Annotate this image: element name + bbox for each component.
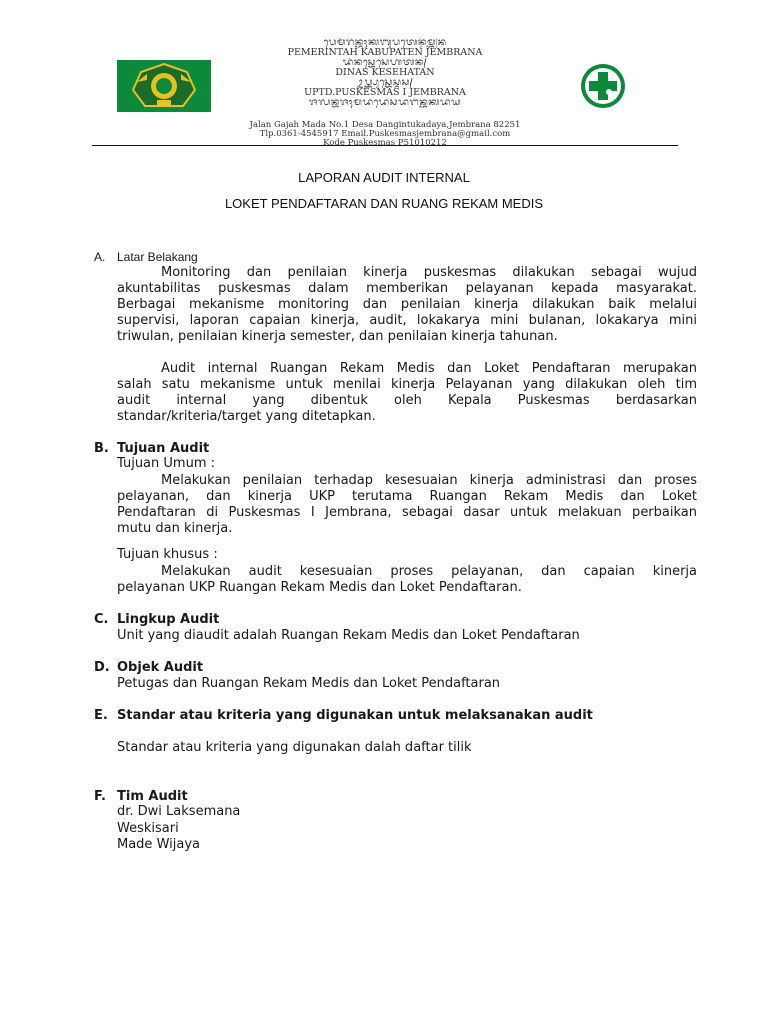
section-d-letter: D. <box>94 660 110 675</box>
section-a-paragraph-1 <box>117 265 697 345</box>
section-d-text: Petugas dan Ruangan Rekam Medis dan Loket Pendaftaran <box>117 676 501 691</box>
document-subtitle: LOKET PENDAFTARAN DAN RUANG REKAM MEDIS <box>224 196 544 211</box>
paragraph-line: standar/kriteria/target yang ditetapkan. <box>117 409 376 424</box>
paragraph-line: Monitoring dan penilaian kinerja puskesmas dilakukan sebagai wujud <box>161 265 697 280</box>
team-member: dr. Dwi Laksemana <box>117 804 241 819</box>
green-cross-icon <box>556 60 650 112</box>
paragraph-line: mutu dan kinerja. <box>117 521 233 536</box>
team-member: Weskisari <box>117 821 179 836</box>
address-line: Jalan Gajah Mada No.1 Desa Dangintukadaya,Jembrana 82251 <box>249 120 521 130</box>
agency-name: DINAS KESEHATAN <box>335 67 435 78</box>
paragraph-line: salah satu mekanisme untuk menilai kinerja Pelayanan yang dilakukan oleh tim <box>117 377 697 392</box>
letterhead <box>0 0 768 150</box>
section-b-heading: Tujuan Audit <box>117 441 210 456</box>
unit-name: UPTD.PUSKESMAS I JEMBRANA <box>304 87 466 98</box>
contact-line: Tlp.0361-4545917 Email.Puskesmasjembrana@gmail.com <box>259 129 511 139</box>
section-e-letter: E. <box>94 708 108 723</box>
paragraph-line: Melakukan penilaian terhadap kesesuaian kinerja administrasi dan proses <box>161 473 697 488</box>
regency-emblem-icon <box>117 60 211 112</box>
tujuan-umum-paragraph <box>117 473 697 537</box>
paragraph-line: Pendaftaran di Puskesmas I Jembrana, sebagai dasar untuk melakuan perbaikan <box>117 505 697 520</box>
balinese-script-line: ᬚᬮᬦ᭄ᬕᬚᬄᬫᬤᬤᬾᬲᬤᬗᬶᬦ᭄ᬢᬸᬓᬤᬬ <box>308 98 462 108</box>
letterhead-text <box>220 38 550 108</box>
section-e-heading: Standar atau kriteria yang digunakan untuk melaksanakan audit <box>117 708 593 723</box>
paragraph-line: triwulan, penilaian kinerja semester, dan penilaian kinerja tahunan. <box>117 329 558 344</box>
section-f-letter: F. <box>94 789 106 804</box>
paragraph-line: pelayanan, dan kinerja UKP terutama Ruangan Rekam Medis dan Loket <box>117 489 697 504</box>
section-d-heading: Objek Audit <box>117 660 204 675</box>
section-e-text: Standar atau kriteria yang digunakan dalah daftar tilik <box>117 740 472 755</box>
letterhead-divider <box>92 145 678 146</box>
balinese-script-line: ᬤᬶᬦᬲ᭄ᬓᬾᬲᬾᬳᬢᬦ᭄ <box>342 58 428 68</box>
paragraph-line: Audit internal Ruangan Rekam Medis dan Loket Pendaftaran merupakan <box>161 361 697 376</box>
paragraph-line: akuntabilitas puskesmas dalam memberikan pelayanan kepada masyarakat. <box>117 281 697 296</box>
section-a-letter: A. <box>94 250 106 264</box>
paragraph-line: pelayanan UKP Ruangan Rekam Medis dan Loket Pendaftaran. <box>117 580 522 595</box>
paragraph-line: supervisi, laporan capaian kinerja, audit, lokakarya mini bulanan, lokakarya mini <box>117 313 697 328</box>
tujuan-khusus-label: Tujuan khusus : <box>117 547 218 562</box>
letterhead-address <box>220 121 550 148</box>
paragraph-line: Berbagai mekanisme monitoring dan penilaian kinerja dilakukan baik melalui <box>117 297 697 312</box>
section-c-heading: Lingkup Audit <box>117 612 220 627</box>
document-title: LAPORAN AUDIT INTERNAL <box>298 170 470 185</box>
balinese-script-line: ᬧᬾᬫᭂᬭᬶᬦ᭄ᬢᬄᬓᬩᬸᬧᬢᬾᬦ᭄ᬚᭂᬫ᭄ᬩ᭄ᬭᬦ <box>323 38 447 48</box>
section-c-letter: C. <box>94 612 109 627</box>
section-a-heading: Latar Belakang <box>117 250 198 264</box>
section-b-letter: B. <box>94 441 109 456</box>
team-member: Made Wijaya <box>117 837 200 852</box>
code-line: Kode Puskesmas P51010212 <box>323 138 447 148</box>
government-name: PEMERINTAH KABUPATEN JEMBRANA <box>287 47 483 58</box>
section-c-text: Unit yang diaudit adalah Ruangan Rekam Medis dan Loket Pendaftaran <box>117 628 580 643</box>
section-f-heading: Tim Audit <box>117 789 188 804</box>
tujuan-umum-label: Tujuan Umum : <box>117 456 215 471</box>
balinese-script-line: ᬉᬧ᭄ᬢ᭄ᬤ᭄ᬧᬸᬲ᭄ᬓᬾᬲ᭄ᬫᬲ᭄ <box>356 78 414 88</box>
paragraph-line: audit internal yang dibentuk oleh Kepala Puskesmas berdasarkan <box>117 393 697 408</box>
paragraph-line: Melakukan audit kesesuaian proses pelayanan, dan capaian kinerja <box>161 564 697 579</box>
tujuan-khusus-paragraph <box>117 564 697 596</box>
section-a-paragraph-2 <box>117 361 697 425</box>
